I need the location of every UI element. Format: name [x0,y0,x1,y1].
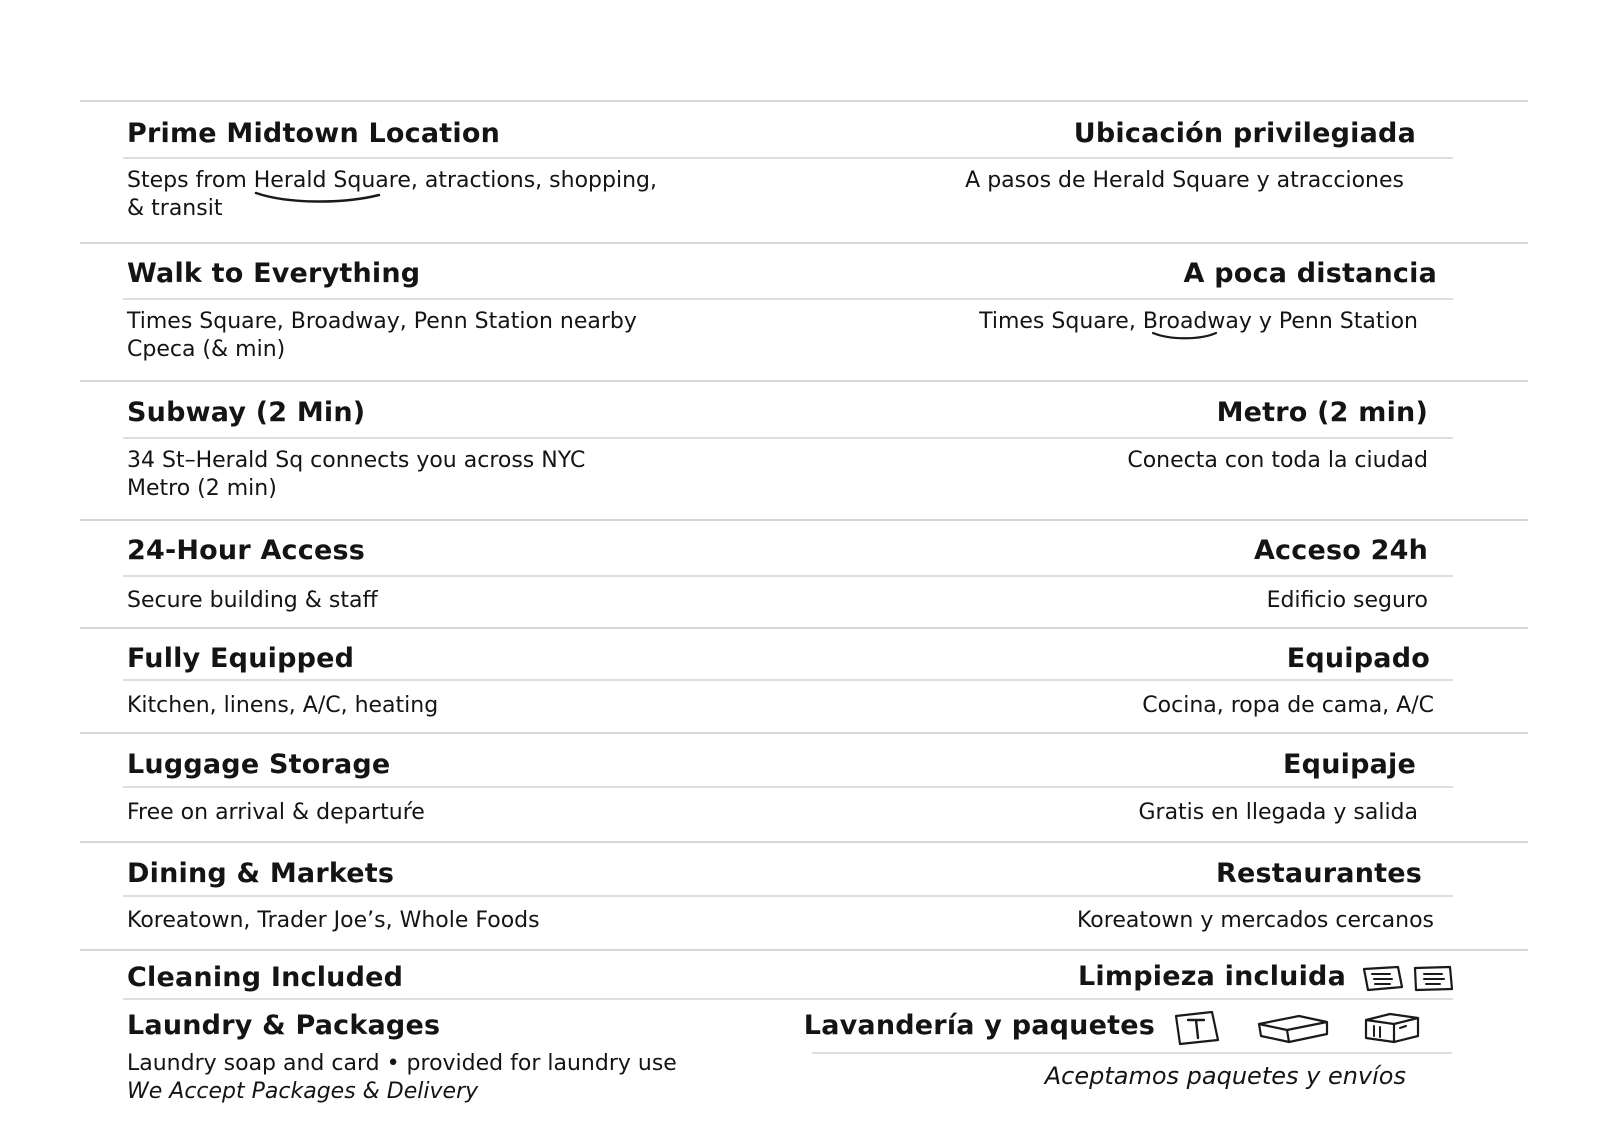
row-title-en: Laundry & Packages [127,1010,441,1041]
divider [80,627,1528,629]
row-desc-es: Times Square, Broadway y Penn Station [979,309,1418,334]
row-desc-es: Koreatown y mercados cercanos [1076,908,1434,933]
divider [80,732,1528,734]
row-title-en: Prime Midtown Location [127,118,500,149]
row-desc-es: Cocina, ropa de cama, A/C [1142,693,1434,718]
divider [80,841,1528,843]
row-title-es: A poca distancia [1183,258,1437,289]
divider [123,895,1453,897]
row-title-es: Limpieza incluida [1078,961,1346,992]
divider [80,380,1528,382]
row-title-en: 24-Hour Access [127,535,366,566]
row-desc-en: Secure building & staff [127,588,378,613]
cleaning-card-icon [1410,963,1456,993]
divider [123,157,1453,159]
handwritten-underline [1150,330,1220,344]
divider [812,1052,1452,1054]
divider [123,786,1453,788]
package-icon [1170,1008,1226,1048]
divider [123,437,1453,439]
row-title-en: Dining & Markets [127,858,395,889]
row-title-es: Equipado [1286,643,1430,674]
divider [80,100,1528,102]
row-title-es: Lavandería y paquetes [803,1010,1155,1041]
cleaning-card-icon [1360,963,1406,993]
row-desc-en: Times Square, Broadway, Penn Station nearby Cpeca (& min) [127,309,637,362]
row-title-en: Subway (2 Min) [127,397,366,428]
row-title-es: Equipaje [1283,749,1416,780]
divider [123,575,1453,577]
divider [80,519,1528,521]
row-title-en: Walk to Everything [127,258,421,289]
row-desc-en: Kitchen, linens, A/C, heating [127,693,439,718]
row-title-en: Fully Equipped [127,643,355,674]
box-icon [1255,1012,1333,1046]
divider [123,679,1453,681]
row-title-es: Acceso 24h [1253,535,1428,566]
row-desc-en: 34 St–Herald Sq connects you across NYC Metro (2 min) [127,448,586,501]
row-desc-es: Aceptamos paquetes y envíos [1044,1062,1406,1090]
divider [80,949,1528,951]
row-title-es: Ubicación privilegiada [1073,118,1416,149]
row-title-es: Metro (2 min) [1216,397,1428,428]
row-desc-es: Conecta con toda la ciudad [1127,448,1428,473]
row-desc-en: Laundry soap and card • provided for laundry use We Accept Packages & Delivery [127,1051,677,1104]
row-desc-es: A pasos de Herald Square y atracciones [965,168,1404,193]
package-open-icon [1360,1010,1424,1046]
divider [123,998,1453,1000]
row-desc-en: Koreatown, Trader Joe’s, Whole Foods [127,908,540,933]
row-desc-en: Free on arrival & departuŕe [127,800,425,825]
row-desc-es: Gratis en llegada y salida [1138,800,1418,825]
row-title-en: Cleaning Included [127,962,404,993]
divider [80,242,1528,244]
row-desc-es: Edificio seguro [1266,588,1428,613]
row-title-en: Luggage Storage [127,749,391,780]
row-desc-en: Steps from Herald Square, atractions, shopping, & transit [127,168,657,221]
handwritten-underline [253,190,383,208]
divider [123,298,1453,300]
row-title-es: Restaurantes [1216,858,1422,889]
